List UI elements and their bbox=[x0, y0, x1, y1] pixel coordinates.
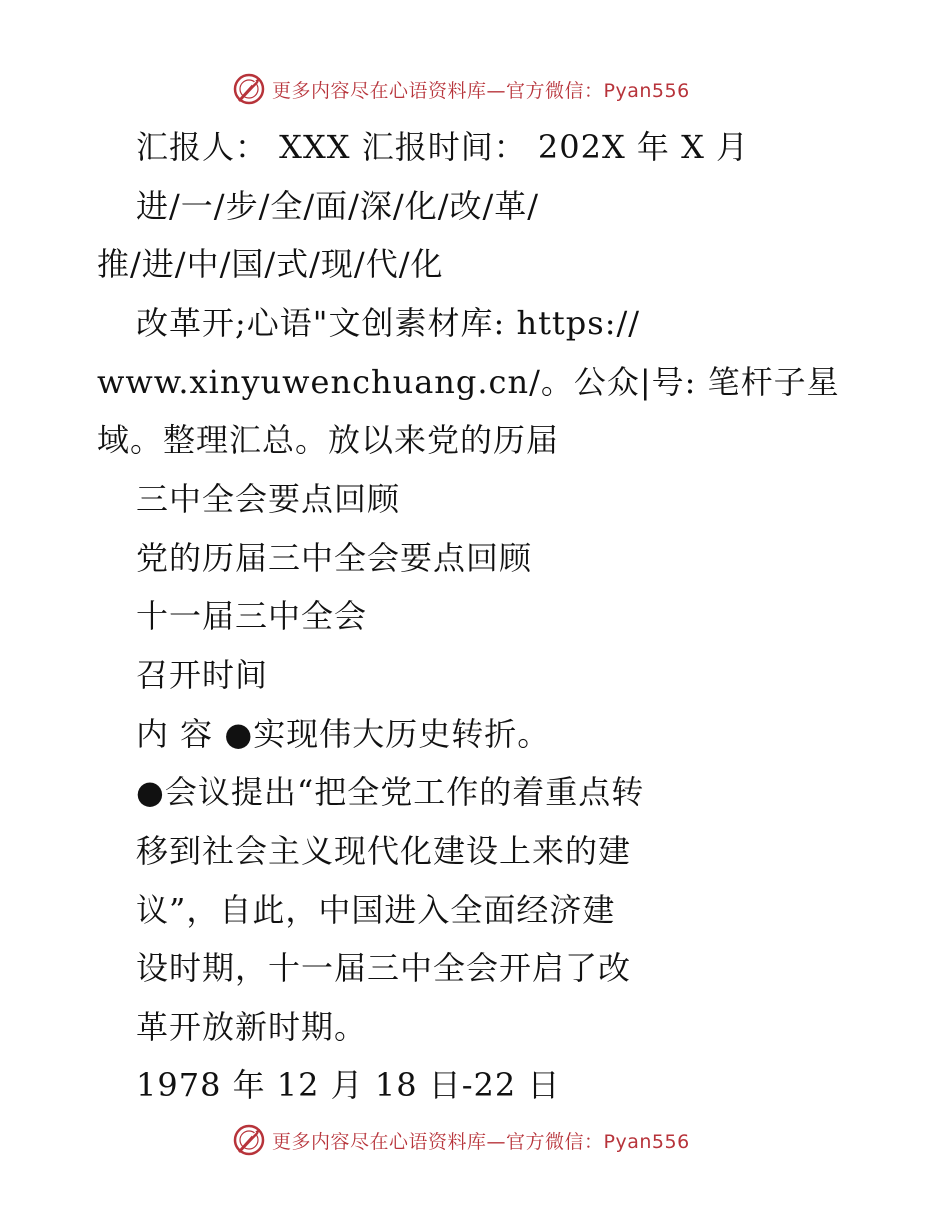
section-heading: 三中全会要点回顾 bbox=[136, 480, 401, 518]
quill-pen-logo-icon bbox=[232, 72, 266, 106]
quill-pen-logo-icon bbox=[232, 1123, 266, 1157]
field-label: 召开时间 bbox=[136, 656, 269, 694]
section-heading: 党的历届三中全会要点回顾 bbox=[136, 539, 533, 577]
content-line: 移到社会主义现代化建设上来的建 bbox=[136, 832, 632, 870]
text-line: 域。整理汇总。放以来党的历届 bbox=[97, 421, 560, 459]
content-line: ●会议提出“把全党工作的着重点转 bbox=[136, 773, 645, 811]
content-line: 革开放新时期。 bbox=[136, 1008, 368, 1046]
title-line-1: 进/一/步/全/面/深/化/改/革/ bbox=[136, 187, 540, 225]
watermark-banner-top bbox=[232, 71, 690, 107]
content-line: 议”，自此，中国进入全面经济建 bbox=[136, 891, 616, 929]
date-line: 1978 年 12 月 18 日-22 日 bbox=[136, 1066, 561, 1104]
reporter-line: 汇报人： XXX 汇报时间： 202X 年 X 月 bbox=[136, 128, 750, 166]
watermark-text: 更多内容尽在心语资料库—官方微信：Pyan556 bbox=[272, 1130, 690, 1153]
text-line: www.xinyuwenchuang.cn/。公众|号: 笔杆子星 bbox=[97, 363, 840, 401]
watermark-banner-bottom bbox=[232, 1122, 690, 1158]
content-line: 设时期，十一届三中全会开启了改 bbox=[136, 949, 632, 987]
title-line-2: 推/进/中/国/式/现/代/化 bbox=[97, 245, 444, 283]
content-line: 内 容 ●实现伟大历史转折。 bbox=[136, 715, 551, 753]
text-line: 改革开;心语"文创素材库: https:// bbox=[136, 304, 641, 342]
plenum-name: 十一届三中全会 bbox=[136, 597, 368, 635]
watermark-text: 更多内容尽在心语资料库—官方微信：Pyan556 bbox=[272, 79, 690, 102]
